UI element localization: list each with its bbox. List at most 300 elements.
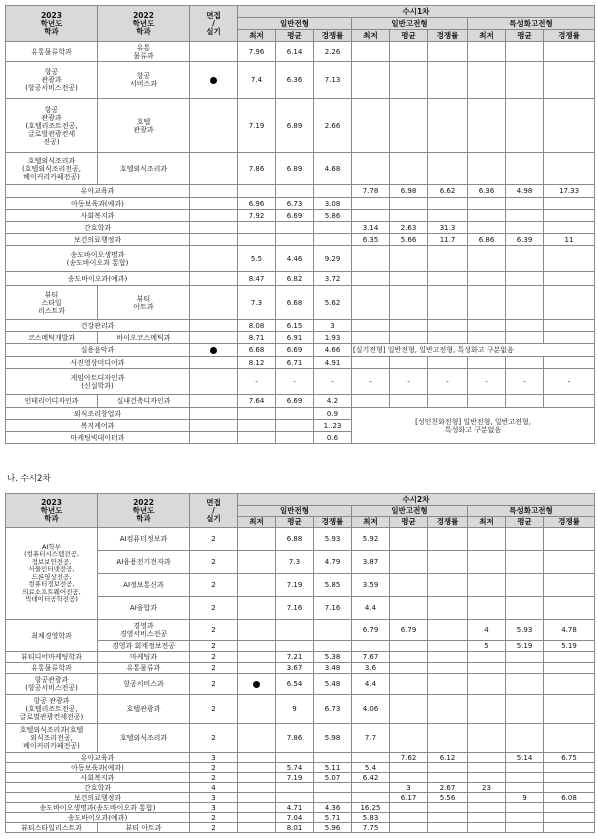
dept-merged: 아동보육과(예과) <box>6 198 190 210</box>
value-cell: 7.62 <box>390 753 428 763</box>
dept-2023: 호텔외식조리과 (호텔외식조리전공, 베이커리카페전공) <box>6 153 98 185</box>
value-cell: 6.86 <box>468 234 506 246</box>
value-cell: 31.3 <box>428 222 468 234</box>
dept-2022: AI융용전기전자과 <box>98 551 190 574</box>
table-row <box>6 823 595 833</box>
table-row <box>6 332 595 344</box>
dept-2022: 항공 서비스과 <box>98 62 190 99</box>
value-cell: - <box>238 369 276 395</box>
dept-2022: AI정보통신과 <box>98 574 190 597</box>
interview-dot-icon <box>210 347 217 354</box>
interview-cell <box>190 357 238 369</box>
value-cell: - <box>276 369 314 395</box>
value-cell: 6.98 <box>390 185 428 198</box>
susi2-table <box>5 493 595 833</box>
value-cell: 4.66 <box>314 344 352 357</box>
table-row <box>6 234 595 246</box>
dept-2023: 항공 관광과 (항공서비스전공) <box>6 62 98 99</box>
value-cell: 8.01 <box>276 823 314 833</box>
table-row <box>6 652 595 663</box>
value-cell: 5.66 <box>390 234 428 246</box>
value-cell: 5.5 <box>238 246 276 272</box>
value-cell: 6.75 <box>544 753 595 763</box>
value-cell: 7.67 <box>352 652 390 663</box>
table-row <box>6 198 595 210</box>
value-cell: 1..23 <box>314 420 352 432</box>
value-cell: 2.26 <box>314 42 352 62</box>
interview-cell <box>190 420 238 432</box>
value-cell: 5.93 <box>506 620 544 641</box>
dept-merged: 보건의료행정과 <box>6 793 190 803</box>
dept-2023-mgmt: 최체경영학과 <box>6 620 98 652</box>
section-title-susi2: 나. 수시2차 <box>7 474 51 484</box>
value-cell: 4.46 <box>276 246 314 272</box>
value-cell: 6.68 <box>238 344 276 357</box>
interview-count: 2 <box>190 551 238 574</box>
subheader-avg: 평균 <box>276 30 314 42</box>
value-cell: 6.96 <box>238 198 276 210</box>
value-cell: 3.48 <box>314 663 352 674</box>
interview-count: 2 <box>190 528 238 551</box>
value-cell: 5.07 <box>314 773 352 783</box>
subheader-avg: 평균 <box>506 517 544 528</box>
interview-count: 2 <box>190 641 238 652</box>
value-cell: 5.19 <box>506 641 544 652</box>
value-cell: 0.6 <box>314 432 352 444</box>
header-2023-dept: 2023 학년도 학과 <box>6 6 98 42</box>
value-cell: 3 <box>390 783 428 793</box>
value-cell: 8.08 <box>238 320 276 332</box>
value-cell: 7.3 <box>238 286 276 320</box>
value-cell: 4.36 <box>314 803 352 813</box>
value-cell: 3.59 <box>352 574 390 597</box>
interview-cell <box>190 234 238 246</box>
header-susi1: 수시1차 <box>238 6 595 18</box>
value-cell: 6.79 <box>390 620 428 641</box>
value-cell: - <box>390 369 428 395</box>
value-cell: 6.88 <box>276 528 314 551</box>
value-cell: 9 <box>506 793 544 803</box>
value-cell: 23 <box>468 783 506 793</box>
value-cell: 6.36 <box>468 185 506 198</box>
value-cell: - <box>314 369 352 395</box>
header-specialized-high: 특성화고전형 <box>468 18 595 30</box>
value-cell: 6.71 <box>276 357 314 369</box>
value-cell: 7.19 <box>276 773 314 783</box>
value-cell: 5.4 <box>352 763 390 773</box>
dept-merged: 사회복지과 <box>6 773 190 783</box>
dept-2023: 유통물류학과 <box>6 42 98 62</box>
value-cell: 9 <box>276 695 314 724</box>
value-cell: 6.91 <box>276 332 314 344</box>
header-general: 일반전형 <box>238 18 352 30</box>
interview-cell <box>190 62 238 99</box>
table-row <box>6 620 595 641</box>
dept-merged: 유아교육과 <box>6 753 190 763</box>
value-cell: 4.2 <box>314 395 352 408</box>
table-row <box>6 724 595 753</box>
value-cell: 6.68 <box>276 286 314 320</box>
dept-2022: 실내건축디자인과 <box>98 395 190 408</box>
interview-cell <box>190 286 238 320</box>
table-row <box>6 528 595 551</box>
dept-2023-ai: AI학부 (컴퓨터시스템전공, 정보보안전공, 사물인터넷전공, 드론영상전공, 컴퓨터정보전공, 의료소프트웨어전공, 빅데이터공학전공) <box>6 528 98 620</box>
value-cell: 7.4 <box>238 62 276 99</box>
dept-2023: 항공 관광과 (호텔리조트전공, 글로벌관광컨세 진공) <box>6 99 98 153</box>
interview-count: 2 <box>190 773 238 783</box>
interview-count: 3 <box>190 793 238 803</box>
adult-friendly-note: [성인친화전형] 일반전형, 일반고전형, 특성화고 구분없음 <box>352 408 595 444</box>
value-cell: 2.63 <box>390 222 428 234</box>
table-row <box>6 773 595 783</box>
value-cell: - <box>352 369 390 395</box>
header-specialized-high: 특성화고전형 <box>468 506 595 517</box>
value-cell: 6.89 <box>276 153 314 185</box>
dept-2023: 항공 관광과 (호텔리조트전공, 글로벌관광컨세전공) <box>6 695 98 724</box>
table-row <box>6 369 595 395</box>
interview-count: 2 <box>190 695 238 724</box>
dept-merged: 아동보육과(예과) <box>6 763 190 773</box>
subheader-min: 최저 <box>352 30 390 42</box>
subheader-avg: 평균 <box>390 30 428 42</box>
interview-cell <box>190 99 238 153</box>
interview-count: 3 <box>190 803 238 813</box>
table-row <box>6 42 595 62</box>
dept-2023: 코스메틱개발과 <box>6 332 98 344</box>
value-cell: 4.91 <box>314 357 352 369</box>
table-row <box>6 62 595 99</box>
dept-merged: 유아교육과 <box>6 185 190 198</box>
interview-count: 2 <box>190 652 238 663</box>
dept-2022: 호텔외식조리과 <box>98 153 190 185</box>
value-cell: 4.68 <box>314 153 352 185</box>
practical-note: [실기전형] 일반전형, 일반고전형, 특성화고 구분없음 <box>352 344 595 357</box>
value-cell: 6.73 <box>276 198 314 210</box>
header-general: 일반전형 <box>238 506 352 517</box>
value-cell: 7.78 <box>352 185 390 198</box>
value-cell: 4.98 <box>506 185 544 198</box>
table-row <box>6 763 595 773</box>
value-cell: 4.71 <box>276 803 314 813</box>
dept-merged: 사진영상미디어과 <box>6 357 190 369</box>
value-cell: 3.67 <box>276 663 314 674</box>
table-row <box>6 222 595 234</box>
value-cell: 5.38 <box>314 652 352 663</box>
interview-count: 3 <box>190 753 238 763</box>
table-row <box>6 286 595 320</box>
value-cell: 6.54 <box>276 674 314 695</box>
table-row <box>6 395 595 408</box>
interview-cell <box>190 210 238 222</box>
interview-cell <box>190 344 238 357</box>
dept-merged: 게임아트디자인과 (신설학과) <box>6 369 190 395</box>
interview-cell <box>190 198 238 210</box>
interview-cell <box>238 674 276 695</box>
value-cell: 8.47 <box>238 272 276 286</box>
subheader-min: 최저 <box>238 517 276 528</box>
value-cell: 8.12 <box>238 357 276 369</box>
value-cell: - <box>428 369 468 395</box>
table-row <box>6 813 595 823</box>
value-cell: 8.71 <box>238 332 276 344</box>
susi1-table <box>5 5 595 444</box>
dept-2023: 인테리어디자인과 <box>6 395 98 408</box>
value-cell: 6.89 <box>276 99 314 153</box>
value-cell: 7.92 <box>238 210 276 222</box>
subheader-avg: 평균 <box>506 30 544 42</box>
value-cell: 6.69 <box>276 395 314 408</box>
value-cell: 6.62 <box>428 185 468 198</box>
table-row <box>6 246 595 272</box>
value-cell: 5.83 <box>352 813 390 823</box>
table-row <box>6 695 595 724</box>
dept-2022: AI융합과 <box>98 597 190 620</box>
dept-merged: 사회복지과 <box>6 210 190 222</box>
value-cell: 7.19 <box>276 574 314 597</box>
value-cell: 5.48 <box>314 674 352 695</box>
dept-merged: 송도바이오과(예과) <box>6 272 190 286</box>
subheader-min: 최저 <box>352 517 390 528</box>
dept-2022: AI컴퓨터정보과 <box>98 528 190 551</box>
header-susi2: 수시2차 <box>238 494 595 506</box>
value-cell: 5.62 <box>314 286 352 320</box>
subheader-avg: 평균 <box>390 517 428 528</box>
interview-cell <box>190 185 238 198</box>
table-row <box>6 674 595 695</box>
value-cell: 7.3 <box>276 551 314 574</box>
header-2022-dept: 2022 학년도 학과 <box>98 494 190 528</box>
value-cell: 5.86 <box>314 210 352 222</box>
subheader-min: 최저 <box>468 517 506 528</box>
interview-count: 2 <box>190 663 238 674</box>
dept-2023: 뷰티 스타일 리스트과 <box>6 286 98 320</box>
value-cell: 7.04 <box>276 813 314 823</box>
value-cell: 5.92 <box>352 528 390 551</box>
value-cell: 16.25 <box>352 803 390 813</box>
interview-count: 2 <box>190 674 238 695</box>
value-cell: 5.98 <box>314 724 352 753</box>
value-cell: 7.7 <box>352 724 390 753</box>
dept-2023: 뷰티디어마케팅학과 <box>6 652 98 663</box>
dept-merged: 보건의료행정과 <box>6 234 190 246</box>
value-cell: 7.96 <box>238 42 276 62</box>
value-cell: 6.79 <box>352 620 390 641</box>
dept-2022: 경영과 회계정보전공 <box>98 641 190 652</box>
value-cell: 3.6 <box>352 663 390 674</box>
dept-merged: 마케팅빅데이터과 <box>6 432 190 444</box>
subheader-ratio: 경쟁률 <box>314 517 352 528</box>
dept-merged: 송도바이오생명과 (송도바이오과 통합) <box>6 246 190 272</box>
dept-2022: 호텔외식조리과 <box>98 724 190 753</box>
value-cell: 11.7 <box>428 234 468 246</box>
subheader-ratio: 경쟁률 <box>544 517 595 528</box>
dept-2022: 항공서비스과 <box>98 674 190 695</box>
value-cell: 2.67 <box>428 783 468 793</box>
value-cell: 7.75 <box>352 823 390 833</box>
value-cell: 4.78 <box>544 620 595 641</box>
dept-merged: 송도바이오생명과(송도바이오과 통합) <box>6 803 190 813</box>
value-cell: 5.11 <box>314 763 352 773</box>
value-cell: 7.19 <box>238 99 276 153</box>
value-cell: 7.16 <box>314 597 352 620</box>
table-row <box>6 99 595 153</box>
subheader-ratio: 경쟁률 <box>314 30 352 42</box>
dept-2023: 유통물류학과 <box>6 663 98 674</box>
dept-2022: 호텔 관광과 <box>98 99 190 153</box>
interview-count: 4 <box>190 783 238 793</box>
dept-2022: 바이오코스메틱과 <box>98 332 190 344</box>
interview-cell <box>190 42 238 62</box>
dept-2023: 뷰티스타일리스트과 <box>6 823 98 833</box>
table-row <box>6 210 595 222</box>
dept-2022: 유통물류과 <box>98 663 190 674</box>
header-general-high: 일반고전형 <box>352 506 468 517</box>
value-cell: 6.36 <box>276 62 314 99</box>
table-row <box>6 663 595 674</box>
value-cell: 6.35 <box>352 234 390 246</box>
value-cell: - <box>544 369 595 395</box>
subheader-ratio: 경쟁률 <box>428 517 468 528</box>
value-cell: 7.86 <box>238 153 276 185</box>
table-row <box>6 272 595 286</box>
value-cell: 5.74 <box>276 763 314 773</box>
value-cell: 1.93 <box>314 332 352 344</box>
dept-2022: 경영과 경영서비스전공 <box>98 620 190 641</box>
table-row <box>6 357 595 369</box>
interview-count: 2 <box>190 574 238 597</box>
interview-count: 2 <box>190 823 238 833</box>
value-cell: - <box>468 369 506 395</box>
header-2023-dept: 2023 학년도 학과 <box>6 494 98 528</box>
value-cell: 6.69 <box>276 210 314 222</box>
interview-count: 2 <box>190 724 238 753</box>
dept-2023: 항공관광과 (항공서비스전공) <box>6 674 98 695</box>
value-cell: 6.42 <box>352 773 390 783</box>
table-row <box>6 803 595 813</box>
value-cell: 2.66 <box>314 99 352 153</box>
header-interview-practical: 면접 / 실기 <box>190 6 238 42</box>
subheader-min: 최저 <box>468 30 506 42</box>
value-cell: 5 <box>468 641 506 652</box>
dept-merged: 간호학과 <box>6 222 190 234</box>
interview-count: 2 <box>190 597 238 620</box>
value-cell: 6.82 <box>276 272 314 286</box>
value-cell: 0.9 <box>314 408 352 420</box>
value-cell: 4.06 <box>352 695 390 724</box>
value-cell: 3 <box>314 320 352 332</box>
interview-dot-icon <box>253 681 260 688</box>
header-interview-practical: 면접 / 실기 <box>190 494 238 528</box>
value-cell: 7.21 <box>276 652 314 663</box>
header-general-high: 일반고전형 <box>352 18 468 30</box>
value-cell: 6.69 <box>276 344 314 357</box>
value-cell: 17.33 <box>544 185 595 198</box>
interview-count: 2 <box>190 763 238 773</box>
value-cell: 5.14 <box>506 753 544 763</box>
value-cell: 5.96 <box>314 823 352 833</box>
value-cell: 7.16 <box>276 597 314 620</box>
dept-2022: 유통 물류과 <box>98 42 190 62</box>
dept-2023: 호텔외식조리과(호텔 외식조리전공, 베이커리카페전공) <box>6 724 98 753</box>
value-cell: 7.13 <box>314 62 352 99</box>
dept-2022: 마케팅과 <box>98 652 190 663</box>
table-row <box>6 153 595 185</box>
value-cell: 6.08 <box>544 793 595 803</box>
value-cell: 3.72 <box>314 272 352 286</box>
value-cell: 3.08 <box>314 198 352 210</box>
interview-cell <box>190 369 238 395</box>
value-cell: 5.85 <box>314 574 352 597</box>
value-cell: 3.14 <box>352 222 390 234</box>
value-cell: 7.86 <box>276 724 314 753</box>
interview-cell <box>190 272 238 286</box>
dept-merged: 간호학과 <box>6 783 190 793</box>
table-row <box>6 344 595 357</box>
interview-cell <box>190 408 238 420</box>
table-row <box>6 185 595 198</box>
dept-2022: 뷰티 아트과 <box>98 286 190 320</box>
interview-cell <box>190 246 238 272</box>
interview-dot-icon <box>210 77 217 84</box>
interview-cell <box>190 332 238 344</box>
interview-cell <box>190 320 238 332</box>
subheader-avg: 평균 <box>276 517 314 528</box>
table-row <box>6 793 595 803</box>
value-cell: 5.93 <box>314 528 352 551</box>
value-cell: 6.14 <box>276 42 314 62</box>
interview-count: 2 <box>190 620 238 641</box>
interview-count: 2 <box>190 813 238 823</box>
value-cell: - <box>506 369 544 395</box>
value-cell: 5.56 <box>428 793 468 803</box>
interview-cell <box>190 153 238 185</box>
interview-cell <box>190 222 238 234</box>
value-cell: 9.29 <box>314 246 352 272</box>
value-cell: 4.4 <box>352 597 390 620</box>
subheader-ratio: 경쟁률 <box>544 30 595 42</box>
value-cell: 4 <box>468 620 506 641</box>
value-cell: 4.4 <box>352 674 390 695</box>
interview-cell <box>190 395 238 408</box>
dept-merged: 건강관리과 <box>6 320 190 332</box>
value-cell: 6.39 <box>506 234 544 246</box>
value-cell: 5.71 <box>314 813 352 823</box>
value-cell: 11 <box>544 234 595 246</box>
dept-merged: 실용음악과 <box>6 344 190 357</box>
table-row <box>6 783 595 793</box>
value-cell: 3.87 <box>352 551 390 574</box>
dept-merged: 복지케어과 <box>6 420 190 432</box>
table-row <box>6 408 595 420</box>
header-2022-dept: 2022 학년도 학과 <box>98 6 190 42</box>
subheader-ratio: 경쟁률 <box>428 30 468 42</box>
value-cell: 6.12 <box>428 753 468 763</box>
value-cell: 5.19 <box>544 641 595 652</box>
value-cell: 6.73 <box>314 695 352 724</box>
table-row <box>6 753 595 763</box>
dept-2022: 호텔관광과 <box>98 695 190 724</box>
dept-merged: 송도바이오과(예과) <box>6 813 190 823</box>
value-cell: 4.79 <box>314 551 352 574</box>
value-cell: 7.64 <box>238 395 276 408</box>
dept-merged: 외식조리창업과 <box>6 408 190 420</box>
dept-2022: 뷰티 아트과 <box>98 823 190 833</box>
subheader-min: 최저 <box>238 30 276 42</box>
interview-cell <box>190 432 238 444</box>
value-cell: 6.17 <box>390 793 428 803</box>
value-cell: 6.15 <box>276 320 314 332</box>
table-row <box>6 320 595 332</box>
